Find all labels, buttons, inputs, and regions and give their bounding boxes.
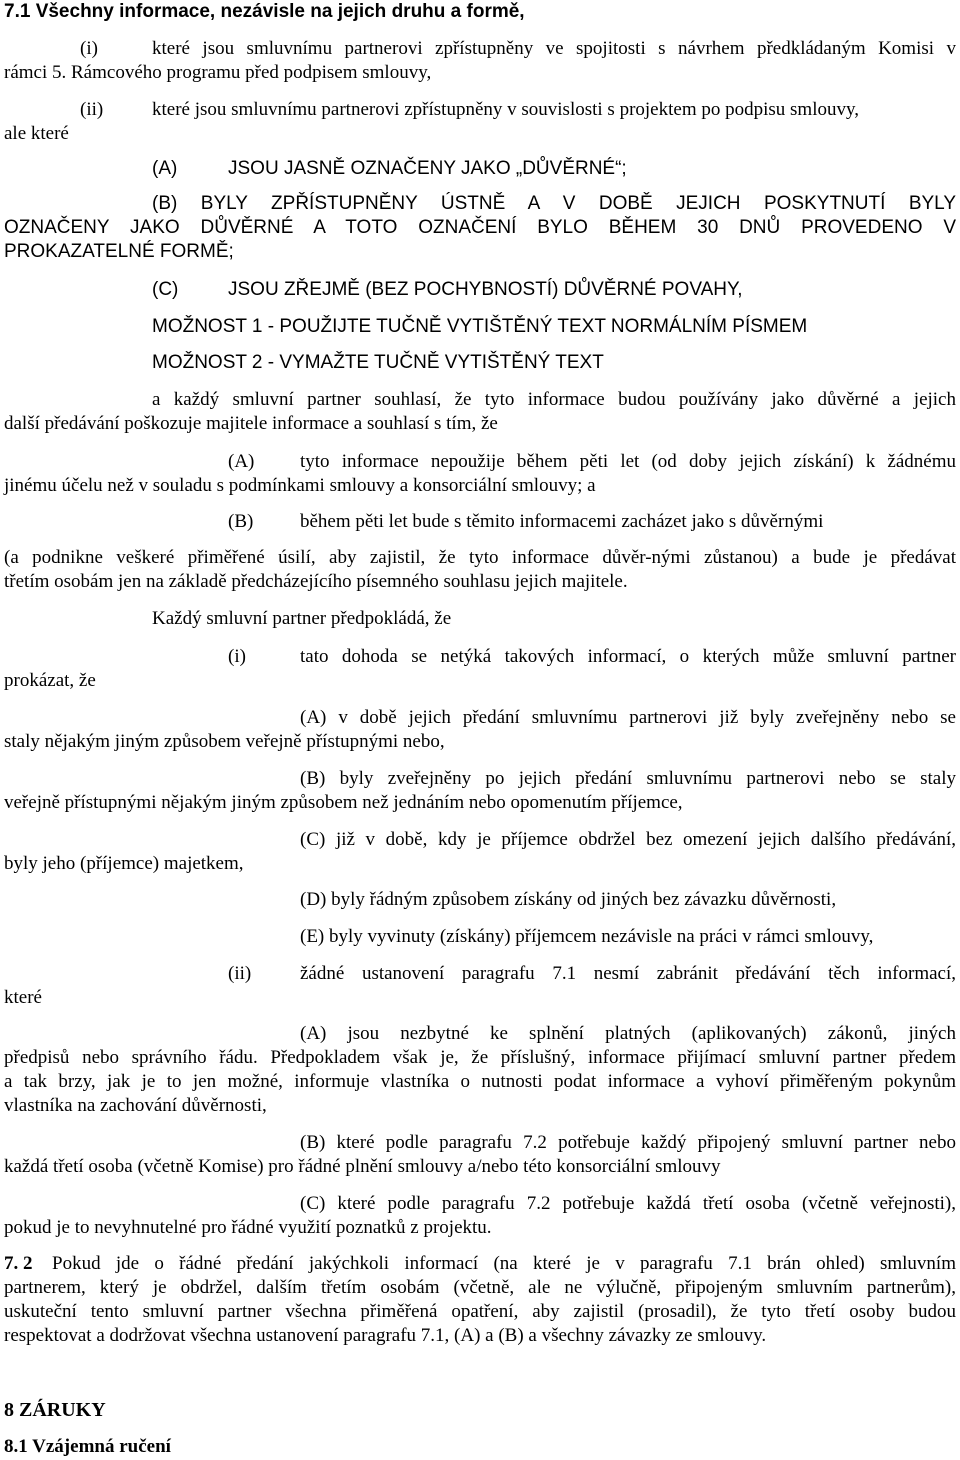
- section-8-1-subheading: 8.1 Vzájemná ručení: [4, 1436, 171, 1457]
- agreement-line-1: a každý smluvní partner souhlasí, že tyto informace budou používány jako důvěrné a jejich: [152, 389, 956, 410]
- agreement-A-text: tyto informace nepoužije během pěti let (od doby jejich získání) k žádnému: [300, 451, 956, 472]
- clause-C-text: JSOU ZŘEJMĚ (BEZ POCHYBNOSTÍ) DŮVĚRNÉ POVAHY,: [228, 279, 743, 300]
- agreement-line-2: další předávání poškozuje majitele informace a souhlasí s tím, že: [4, 413, 498, 434]
- exception-D: (D) byly řádným způsobem získány od jiných bez závazku důvěrnosti,: [300, 889, 837, 910]
- disclosure-A-line-3: a tak brzy, jak je to jen možné, informuje vlastníka o nutnosti podat informace a vyhoví přiměřeným pokynům: [4, 1071, 956, 1092]
- item-ii-marker: (ii): [80, 99, 104, 120]
- effort-line-2: třetím osobám jen na základě předcházejícího písemného souhlasu jejich majitele.: [4, 571, 628, 592]
- agreement-A-continuation: jinému účelu než v souladu s podmínkami smlouvy a konsorciální smlouvy; a: [4, 475, 596, 496]
- clause-B-line-2: OZNAČENY JAKO DŮVĚRNÉ A TOTO OZNAČENÍ BYLO BĚHEM 30 DNŮ PROVEDENO V: [4, 217, 956, 238]
- section-7-2-number: 7. 2: [4, 1253, 33, 1274]
- section-7-2-line-2: partnerem, který je obdržel, dalším třetím osobám (včetně, ale ne výlučně, připojeným smluvním partnerům),: [4, 1277, 956, 1298]
- clause-C-marker: (C): [152, 279, 179, 300]
- exception-B-line-2: veřejně přístupnými nějakým jiným způsobem než jednáním nebo opomenutím příjemce,: [4, 792, 683, 813]
- section-7-2-line-3: uskuteční tento smluvní partner všechna přiměřená opatření, aby zajistil (prosadil), že tyto třetí osoby budou: [4, 1301, 956, 1322]
- section-7-1-title: 7.1 Všechny informace, nezávisle na jejich druhu a formě,: [4, 1, 525, 22]
- assumption-i-continuation: prokázat, že: [4, 670, 96, 691]
- exception-A-line-2: staly nějakým jiným způsobem veřejně přístupnými nebo,: [4, 731, 445, 752]
- disclosure-C-line-2: pokud je to nevyhnutelné pro řádné využití poznatků z projektu.: [4, 1217, 492, 1238]
- option-2-text: MOŽNOST 2 - VYMAŽTE TUČNĚ VYTIŠTĚNÝ TEXT: [152, 352, 604, 373]
- exception-A-line-1: (A) v době jejich předání smluvnímu partnerovi již byly zveřejněny nebo se: [300, 707, 956, 728]
- effort-line-1: (a podnikne veškeré přiměřené úsilí, aby zajistil, že tyto informace důvěr-nými zůstanou) a bude je předávat: [4, 547, 956, 568]
- agreement-B-marker: (B): [228, 511, 254, 532]
- clause-B-line-1: (B) BYLY ZPŘÍSTUPNĚNY ÚSTNĚ A V DOBĚ JEJICH POSKYTNUTÍ BYLY: [152, 193, 956, 214]
- section-7-2-line-1: Pokud jde o řádné předání jakýchkoli informací (na které je v paragrafu 7.1 brán ohled) smluvním: [52, 1253, 956, 1274]
- item-ii-text: které jsou smluvnímu partnerovi zpřístupněny v souvislosti s projektem po podpisu smlouvy,: [152, 99, 859, 120]
- exception-E: (E) byly vyvinuty (získány) příjemcem nezávisle na práci v rámci smlouvy,: [300, 926, 874, 947]
- disclosure-A-line-2: předpisů nebo správního řádu. Předpokladem však je, že příslušný, informace přijímací smluvní partner předem: [4, 1047, 956, 1068]
- agreement-B-text: během pěti let bude s těmito informacemi zacházet jako s důvěrnými: [300, 511, 824, 532]
- section-7-2-line-4: respektovat a dodržovat všechna ustanovení paragrafu 7.1, (A) a (B) a všechny závazky ze smlouvy.: [4, 1325, 767, 1346]
- item-i-continuation: rámci 5. Rámcového programu před podpisem smlouvy,: [4, 62, 432, 83]
- assumption-ii-marker: (ii): [228, 963, 252, 984]
- exception-C-line-1: (C) již v době, kdy je příjemce obdržel bez omezení jejich dalšího předávání,: [300, 829, 956, 850]
- agreement-A-marker: (A): [228, 451, 255, 472]
- assumption-ii-text: žádné ustanovení paragrafu 7.1 nesmí zabránit předávání těch informací,: [300, 963, 956, 984]
- disclosure-A-line-1: (A) jsou nezbytné ke splnění platných (aplikovaných) zákonů, jiných: [300, 1023, 956, 1044]
- assumption-i-marker: (i): [228, 646, 246, 667]
- disclosure-B-line-2: každá třetí osoba (včetně Komise) pro řádné plnění smlouvy a/nebo této konsorciální smlouvy: [4, 1156, 721, 1177]
- item-ii-continuation: ale které: [4, 123, 69, 144]
- exception-B-line-1: (B) byly zveřejněny po jejich předání smluvnímu partnerovi nebo se staly: [300, 768, 956, 789]
- assumption-i-text: tato dohoda se netýká takových informací, o kterých může smluvní partner: [300, 646, 956, 667]
- clause-B-line-3: PROKAZATELNÉ FORMĚ;: [4, 241, 234, 262]
- disclosure-B-line-1: (B) které podle paragrafu 7.2 potřebuje každý připojený smluvní partner nebo: [300, 1132, 956, 1153]
- item-i-marker: (i): [80, 38, 98, 59]
- option-1-text: MOŽNOST 1 - POUŽIJTE TUČNĚ VYTIŠTĚNÝ TEXT NORMÁLNÍM PÍSMEM: [152, 316, 808, 337]
- clause-A-text: JSOU JASNĚ OZNAČENY JAKO „DŮVĚRNÉ“;: [228, 158, 627, 179]
- exception-C-line-2: byly jeho (příjemce) majetkem,: [4, 853, 244, 874]
- assumption-ii-continuation: které: [4, 987, 42, 1008]
- clause-A-marker: (A): [152, 158, 178, 179]
- disclosure-A-line-4: vlastníka na zachování důvěrnosti,: [4, 1095, 267, 1116]
- section-8-heading: 8 ZÁRUKY: [4, 1399, 106, 1421]
- assumption-intro: Každý smluvní partner předpokládá, že: [152, 608, 452, 629]
- item-i-text: které jsou smluvnímu partnerovi zpřístupněny ve spojitosti s návrhem předkládaným Komisi v: [152, 38, 956, 59]
- disclosure-C-line-1: (C) které podle paragrafu 7.2 potřebuje každá třetí osoba (včetně veřejnosti),: [300, 1193, 956, 1214]
